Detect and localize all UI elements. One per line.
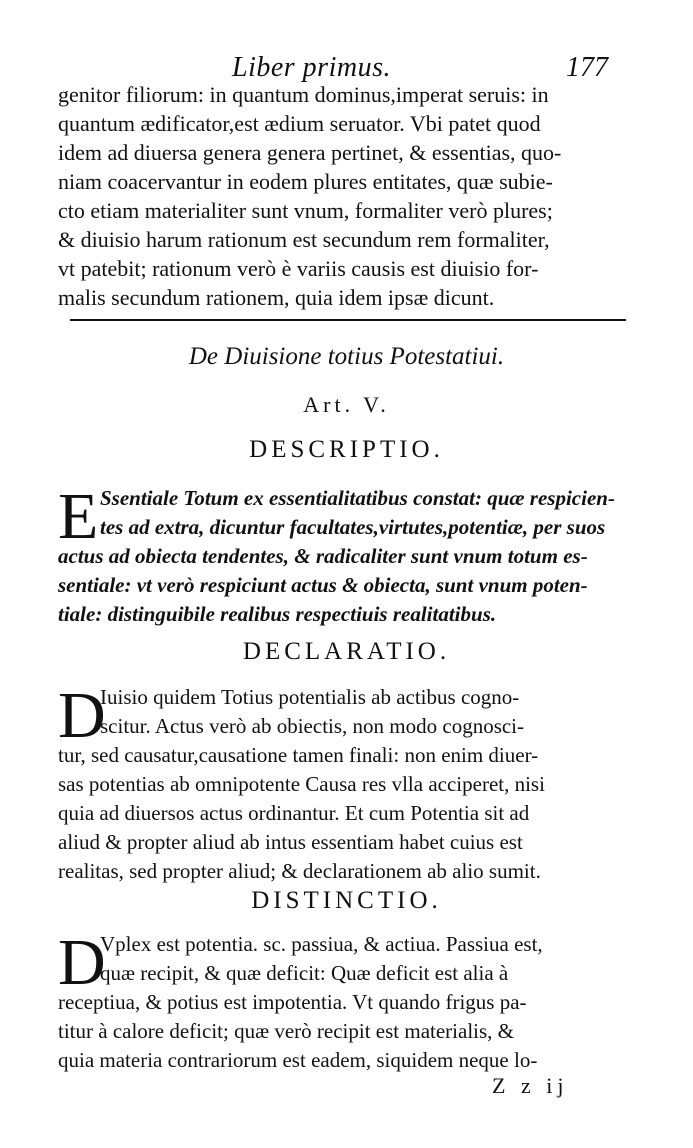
page-number: 177 — [566, 52, 608, 83]
section-title: De Diuisione totius Potestatiui. — [188, 343, 505, 370]
text-line: malis secundum rationem, quia idem ipsæ dicunt. — [58, 285, 495, 310]
text-line: aliud & propter aliud ab intus essentiam habet cuius est — [58, 830, 523, 854]
descriptio-paragraph — [58, 480, 648, 629]
distinctio-heading: DISTINCTIO. — [251, 887, 442, 914]
text-line: quæ recipit, & quæ deficit: Quæ deficit est alia à — [100, 961, 509, 985]
drop-cap: D — [58, 926, 106, 999]
text-line: receptiua, & potius est impotentia. Vt quando frigus pa- — [58, 990, 527, 1014]
text-line: Ssentiale Totum ex essentialitatibus constat: quæ respicien- — [100, 486, 615, 510]
text-line: cto etiam materialiter sunt vnum, formaliter verò plures; — [58, 198, 553, 223]
declaratio-paragraph — [58, 679, 648, 886]
text-line: sentiale: vt verò respiciunt actus & obiecta, sunt vnum poten- — [58, 573, 588, 597]
signature-mark: Z z ij — [492, 1073, 569, 1098]
text-line: genitor filiorum: in quantum dominus,imperat seruis: in — [58, 82, 549, 107]
distinctio-paragraph — [58, 926, 648, 1075]
text-line: & diuisio harum rationum est secundum rem formaliter, — [58, 227, 550, 252]
running-title: Liber primus. — [232, 52, 391, 83]
text-line: titur à calore deficit; quæ verò recipit est materialis, & — [58, 1019, 515, 1043]
text-line: tes ad extra, dicuntur facultates,virtutes,potentiæ, per suos — [100, 515, 606, 539]
text-line: idem ad diuersa genera genera pertinet, & essentias, quo- — [58, 140, 562, 165]
declaratio-heading: DECLARATIO. — [242, 638, 451, 665]
article-label: Art. V. — [303, 392, 390, 417]
text-line: tiale: distinguibile realibus respectiuis realitatibus. — [58, 602, 497, 626]
text-line: quantum ædificator,est ædium seruator. Vbi patet quod — [58, 111, 541, 136]
text-line: niam coacervantur in eodem plures entitates, quæ subie- — [58, 169, 553, 194]
text-line: vt patebit; rationum verò è variis causis est diuisio for- — [58, 256, 539, 281]
text-line: quia materia contrariorum est eadem, siquidem neque lo- — [58, 1048, 538, 1072]
text-line: actus ad obiecta tendentes, & radicaliter sunt vnum totum es- — [58, 544, 588, 568]
text-line: Vplex est potentia. sc. passiua, & actiua. Passiua est, — [100, 932, 543, 956]
text-line: tur, sed causatur,causatione tamen finali: non enim diuer- — [58, 743, 539, 767]
text-line: sas potentias ab omnipotente Causa res vlla acciperet, nisi — [58, 772, 545, 796]
drop-cap: E — [58, 480, 99, 553]
descriptio-heading: DESCRIPTIO. — [249, 436, 444, 463]
text-line: scitur. Actus verò ab obiectis, non modo cognosci- — [100, 714, 525, 738]
top-paragraph — [58, 80, 638, 312]
drop-cap: D — [58, 679, 106, 752]
text-line: realitas, sed propter aliud; & declarationem ab alio sumit. — [58, 859, 541, 883]
text-line: quia ad diuersos actus ordinantur. Et cum Potentia sit ad — [58, 801, 530, 825]
section-divider — [70, 319, 626, 321]
text-line: Iuisio quidem Totius potentialis ab actibus cogno- — [100, 685, 520, 709]
